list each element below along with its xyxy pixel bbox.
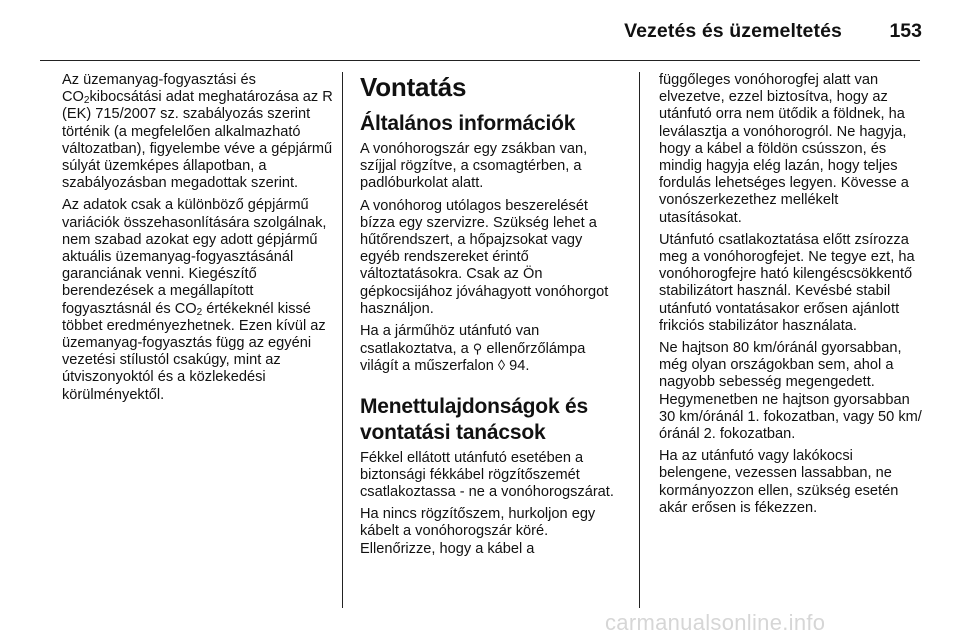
- subheading-general-info: Általános információk: [360, 112, 576, 135]
- paragraph-comparison: Az adatok csak a különböző gépjármű variációk összehasonlítására szolgálnak, nem szabad azokat egy adott gépjármű aktuális üzemanyag-fogyasztásánál garanciának venni. Kiegészítő berendezések a megállapított fogyasztásnál és $CO_2$ értékeknél kissé többet eredményezhetnek. Ezen kívül az üzemanyag-fogyasztás függ az egyéni vezetési stílustól csakúgy, mint az útviszonyoktól és a közlekedési körülményektől.: [62, 197, 327, 403]
- section-title: Vezetés és üzemeltetés: [624, 20, 842, 42]
- trailer-indicator-icon: ⚲: [472, 341, 483, 357]
- page-number: 153: [889, 20, 922, 42]
- column-3: [659, 72, 924, 522]
- subheading-driving-tips: Menettulajdonságok és vontatási tanácsok: [360, 394, 589, 444]
- paragraph-towbar-install: A vonóhorog utólagos beszerelését bízza egy szervizre. Szükség lehet a hűtőrendszert, a hőpajzsokat vagy egyéb rendszereket érintő változtatásokra. Csak az Ön gépkocsijához jóváhagyott vonóhorgot használjon.: [360, 197, 609, 317]
- watermark: carmanualsonline.info: [605, 610, 826, 635]
- column-1: [62, 72, 334, 409]
- paragraph-lubrication: Utánfutó csatlakoztatása előtt zsírozza meg a vonóhorogfejet. Ne tegye ezt, ha vonóhorogfejre ható kilengéscsökkentő stabilizátort használ. Kevésbé stabil utánfutó vontatásakor erősen ajánlott frikciós stabilizátor használata.: [659, 231, 915, 334]
- column-2: [360, 72, 622, 563]
- paragraph-brake-cable: Fékkel ellátott utánfutó esetében a biztonsági fékkábel rögzítőszemét csatlakoztassa - ne a vonóhorogszárat.: [360, 449, 614, 501]
- paragraph-speed-limits: Ne hajtson 80 km/óránál gyorsabban, még olyan országokban sem, ahol a nagyobb sebesség megengedett. Hegymenetben ne hajtson gyorsabban 30 km/óránál 1. fokozatban, vagy 50 km/óránál 2. fokozatban.: [659, 340, 922, 443]
- page-reference: ◊ 94.: [497, 358, 530, 375]
- column-divider: [342, 72, 343, 608]
- paragraph-towbar-storage: A vonóhorogszár egy zsákban van, szíjjal rögzítve, a csomagtérben, a padlóburkolat alatt.: [360, 141, 588, 192]
- paragraph-cable-loop: Ha nincs rögzítőszem, hurkoljon egy kábelt a vonóhorogszár köré. Ellenőrizze, hogy a kábel a: [360, 506, 596, 557]
- paragraph-cable-routing: függőleges vonóhorogfej alatt van elvezetve, ezzel biztosítva, hogy az utánfutó orra nem ütődik a földnek, ha leválasztja a vonóhorogról. Ne hagyja, hogy a kábel a földön csússzon, és mindig hagyja elég lazán, hogy teljes fordulás lehetséges legyen. Kövesse a vonószerkezethez mellékelt utasításokat.: [659, 72, 909, 226]
- heading-vontatas: Vontatás: [360, 72, 467, 102]
- header-rule: [40, 60, 920, 61]
- page-header: [0, 0, 960, 64]
- paragraph-trailer-indicator: Ha a járműhöz utánfutó van csatlakoztatva, a ⚲ ellenőrzőlámpa világít a műszerfalon ◊ 94.: [360, 323, 586, 375]
- column-divider: [639, 72, 640, 608]
- paragraph-sway: Ha az utánfutó vagy lakókocsi belengene, vezessen lassabban, ne kormányozzon ellen, szükség esetén akár erősen is fékezzen.: [659, 448, 899, 516]
- paragraph-fuel-data: Az üzemanyag-fogyasztási és $CO_2kibocsátási$ adat meghatározása az R (EK) 715/2007 sz. szabályozás szerint történik (a megfelelően alkalmazható változatban), figyelembe véve a gépjármű súlyát üzemképes állapotban, a szabályozásban megadottak szerint.: [62, 72, 333, 192]
